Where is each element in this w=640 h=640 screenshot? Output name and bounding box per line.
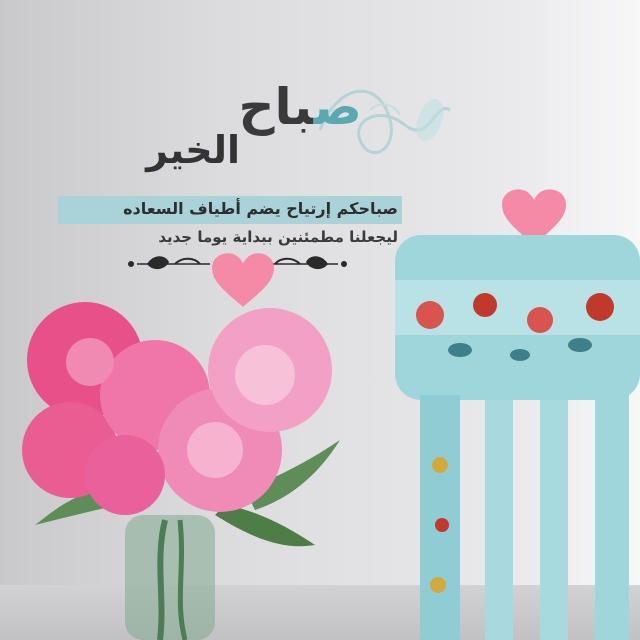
greeting-subtitle-line2: ليجعلنا مطمئنين ببداية يوما جديد [158, 228, 398, 246]
painted-chair [390, 225, 640, 640]
glass-vase [125, 515, 215, 640]
greeting-subtitle-line1: صباحكم إرتياح يضم أطياف السعاده [123, 199, 398, 218]
greeting-title-line1: صباح [238, 78, 362, 136]
greeting-title-line2: الخير [146, 128, 240, 172]
peony-bouquet [15, 300, 355, 640]
